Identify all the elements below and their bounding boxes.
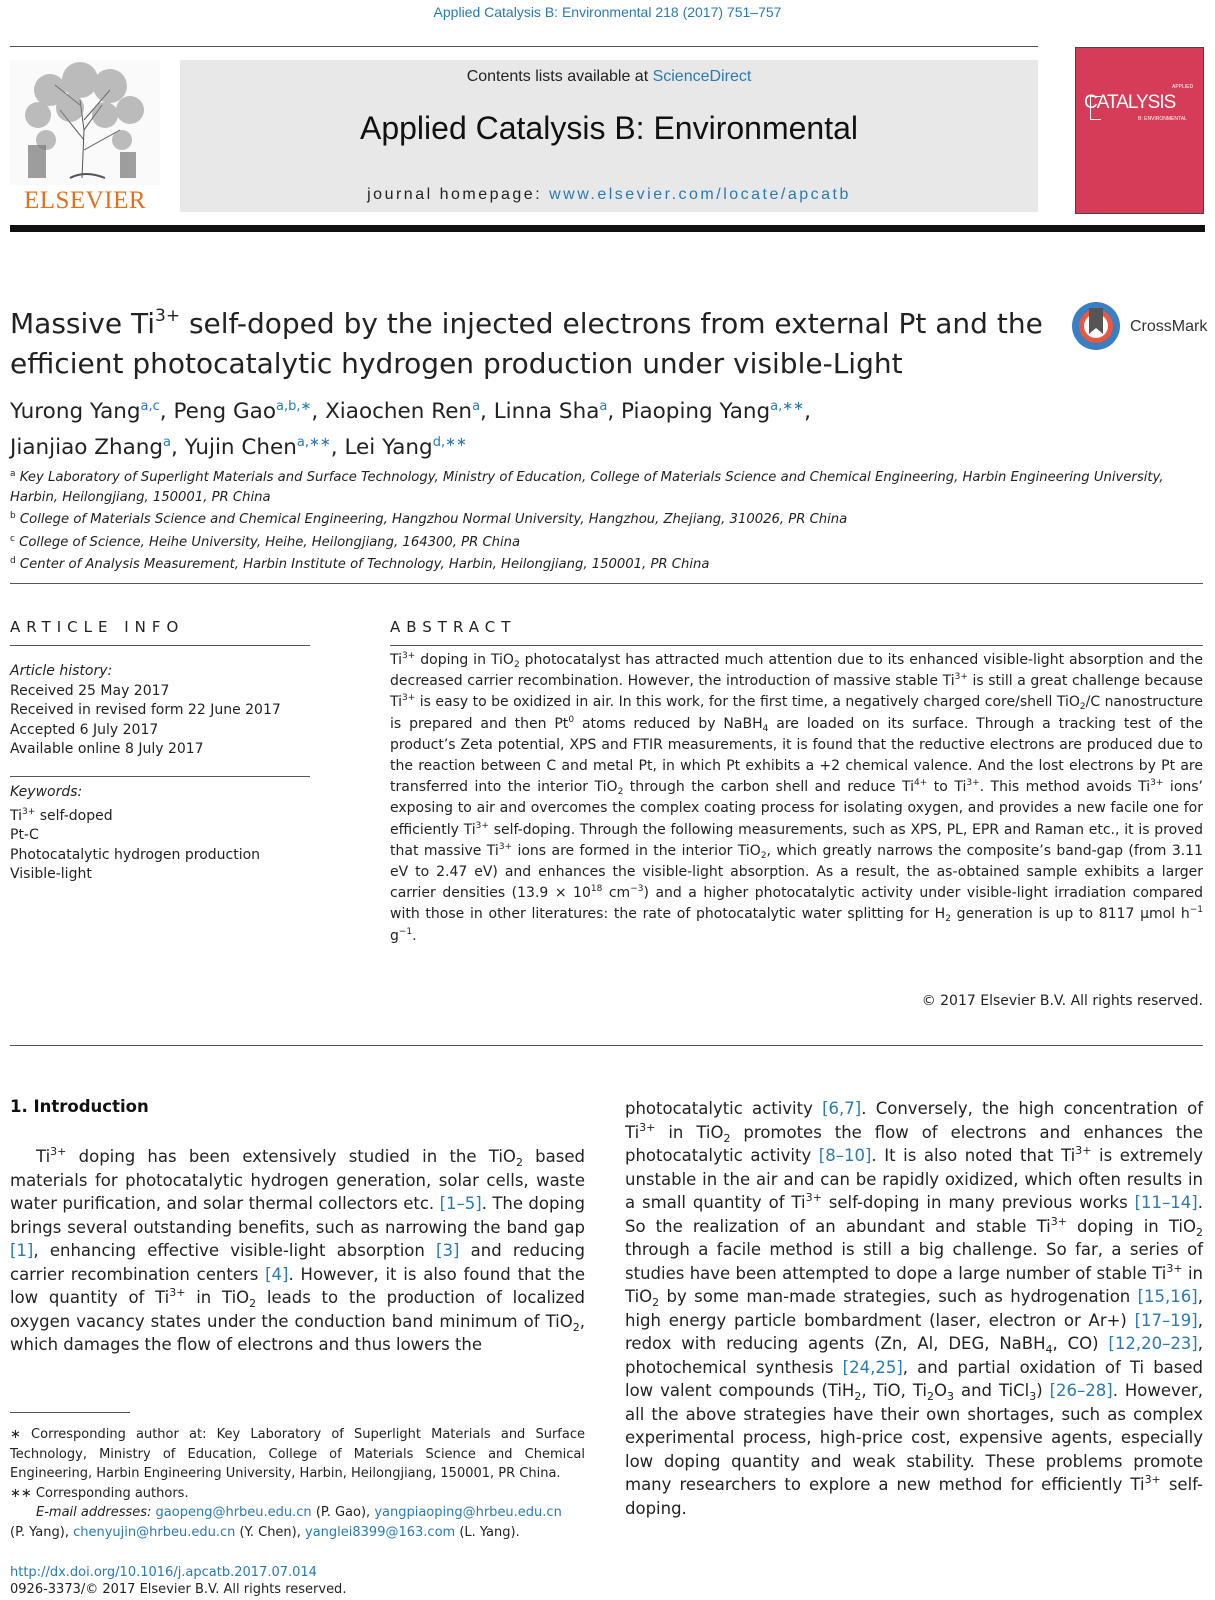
journal-homepage-link[interactable]: www.elsevier.com/locate/apcatb xyxy=(549,186,851,203)
author-affil-marks[interactable]: a,c xyxy=(140,399,160,414)
author-affil-marks[interactable]: a,∗∗ xyxy=(296,435,331,450)
author-affil-marks[interactable]: a xyxy=(599,399,608,414)
author-name: Yujin Chen xyxy=(184,435,297,460)
journal-cover-thumbnail[interactable] xyxy=(1075,47,1204,214)
intro-paragraph-right: photocatalytic activity [6,7]. Conversely, the high concentration of $Ti^{3+}$ in TiO$_2$ promotes the flow of electrons and enhances the photocatalytic activity [8–10]. It is also noted that $Ti^{3+}$ is extremely unstable in the air and can be rapidly oxidized, which often results in a small quantity of $Ti^{3+}$ self-doping in many previous works [11–14]. So the realization of an abundant and stable $Ti^{3+}$ doping in TiO$_2$ through a facile method is still a big challenge. So far, a series of studies have been attempted to dope a large number of stable $Ti^{3+}$ in TiO$_2$ by some man-made strategies, such as hydrogenation [15,16], high energy particle bombardment (laser, electron or Ar+) [17–19], redox with reducing agents (Zn, Al, DEG, NaBH$_4$, CO) [12,20–23], photochemical synthesis [24,25], and partial oxidation of Ti based low valent compounds (TiH$_2$, TiO, $Ti_2O_3$ and TiCl$_3$) [26–28]. However, all the above strategies have their own shortages, such as complex experimental process, high-price cost, expensive agents, especially low doping quantity and weak stability. These problems promote many researchers to explore a new method for efficiently $Ti^{3+}$ self-doping. xyxy=(625,1099,1204,1518)
header-bottom-rule xyxy=(10,583,1203,584)
abstract-heading: ABSTRACT xyxy=(390,618,517,636)
section-heading-introduction: 1. Introduction xyxy=(10,1097,149,1116)
journal-masthead xyxy=(180,60,1038,212)
citation-link[interactable]: [4] xyxy=(265,1264,289,1284)
footnote-emails: E-mail addresses: gaopeng@hrbeu.edu.cn (P. Gao), yangpiaoping@hrbeu.edu.cn xyxy=(36,1505,562,1520)
citation-link[interactable]: [3] xyxy=(436,1241,460,1260)
keyword-item: $Ti^{3+}$ self-doped xyxy=(10,806,113,824)
journal-title: Applied Catalysis B: Environmental xyxy=(359,110,858,146)
email-link[interactable]: yanglei8399@163.com xyxy=(305,1524,456,1540)
citation-link[interactable]: [17–19] xyxy=(1134,1310,1198,1330)
author-name: Peng Gao xyxy=(173,399,276,424)
crossmark-badge[interactable] xyxy=(1070,296,1210,356)
cover-bracket xyxy=(1090,96,1101,120)
keywords-label: Keywords: xyxy=(10,784,83,800)
affiliation-item: $^a$ Key Laboratory of Superlight Materials and Surface Technology, Ministry of Education, College of Materials Science and Chemical Engineering, Harbin Engineering University, Harbin, Heilongjiang, 150001, PR China xyxy=(10,469,1164,505)
citation-link[interactable]: [12,20–23] xyxy=(1108,1334,1198,1353)
top-rule xyxy=(10,46,1038,47)
abstract-body: $Ti^{3+}$ doping in TiO$_2$ photocatalyst has attracted much attention due to its enhanced visible-light absorption and the decreased carrier recombination. However, the introduction of massive stable $Ti^{3+}$ is still a great challenge because $Ti^{3+}$ is easy to be oxidized in air. In this work, for the first time, a negatively charged core/shell TiO$_2$/C nanostructure is prepared and then Pt$^0$ atoms reduced by NaBH$_4$ are loaded on its surface. Through a tracking test of the product’s Zeta potential, XPS and FTIR measurements, it is found that the reductive electrons are produced due to the reaction between C and metal Pt, in which Pt exhibits a +2 chemical valence. And the lost electrons by Pt are transferred into the interior TiO$_2$ through the carbon shell and reduce $Ti^{4+}$ to $Ti^{3+}$. This method avoids $Ti^{3+}$ ions’ exposing to air and overcomes the complex coating process for isolating oxygen, and provides a new facile one for efficiently $Ti^{3+}$ self-doping. Through the following measurements, such as XPS, PL, EPR and Raman etc., it is proved that massive $Ti^{3+}$ ions are formed in the interior TiO$_2$, which greatly narrows the composite’s band-gap (from 3.11 eV to 2.47 eV) and enhances the visible-light absorption. As a result, the as-obtained sample exhibits a larger carrier densities ($13.9 \times 10^{18}$ $cm^{-3}$) and a higher photocatalytic activity under visible-light irradiation compared with those in other literatures: the rate of photocatalytic water splitting for $H_2$ generation is up to 8117 μmol $h^{-1}$ $g^{-1}$. xyxy=(390,651,1204,944)
citation-link[interactable]: [26–28] xyxy=(1049,1381,1113,1400)
author-affil-marks[interactable]: d,∗∗ xyxy=(432,435,467,450)
citation-link[interactable]: [1] xyxy=(10,1241,34,1260)
affiliation-item: $^c$ College of Science, Heihe University, Heihe, Heilongjiang, 164300, PR China xyxy=(10,533,521,550)
elsevier-logo[interactable] xyxy=(10,60,160,215)
crossmark-label: CrossMark xyxy=(1130,318,1208,335)
contents-line: Contents lists available at ScienceDirect xyxy=(466,68,752,85)
footnote-corresponding-authors: ∗∗ Corresponding authors. xyxy=(10,1485,189,1501)
intro-paragraph-left: $Ti^{3+}$ doping has been extensively studied in the TiO$_2$ based materials for photocatalytic hydrogen generation, solar cells, waste water purification, and solar thermal collectors etc. [1–5]. The doping brings several outstanding benefits, such as narrowing the band gap [1], enhancing effective visible-light absorption [3] and reducing carrier recombination centers [4]. However, it is also found that the low quantity of $Ti^{3+}$ in TiO$_2$ leads to the production of localized oxygen vacancy states under the conduction band minimum of TiO$_2$, which damages the flow of electrons and thus lowers the xyxy=(10,1145,585,1354)
cover-title: CATALYSIS xyxy=(1084,92,1176,113)
issn-line: 0926-3373/© 2017 Elsevier B.V. All rights reserved. xyxy=(10,1582,347,1597)
affiliation-item: $^d$ Center of Analysis Measurement, Harbin Institute of Technology, Harbin, Heilongjiang, 150001, PR China xyxy=(10,556,710,573)
sciencedirect-link[interactable]: ScienceDirect xyxy=(652,68,752,85)
author-affil-marks[interactable]: a,b,∗ xyxy=(276,399,312,414)
citation-link[interactable]: [24,25] xyxy=(842,1357,903,1377)
doi-block xyxy=(10,1564,346,1598)
article-history xyxy=(10,662,310,760)
author-name: Linna Sha xyxy=(493,399,600,424)
article-info-heading: ARTICLE INFO xyxy=(10,618,185,636)
abstract-bottom-rule xyxy=(10,1045,1203,1046)
keyword-item: Visible-light xyxy=(10,866,92,882)
running-head[interactable]: Applied Catalysis B: Environmental 218 (2017) 751–757 xyxy=(433,4,782,20)
cover-subtitle: B: ENVIRONMENTAL xyxy=(1138,116,1187,122)
citation-link[interactable]: [8–10] xyxy=(818,1146,872,1165)
email-link[interactable]: yangpiaoping@hrbeu.edu.cn xyxy=(374,1505,562,1520)
citation-link[interactable]: [15,16] xyxy=(1137,1287,1198,1306)
masthead-thick-rule xyxy=(10,225,1205,232)
keyword-item: Pt-C xyxy=(10,827,39,843)
elsevier-wordmark: ELSEVIER xyxy=(23,187,147,214)
author-name: Piaoping Yang xyxy=(621,399,771,424)
cover-top-word: APPLIED xyxy=(1172,84,1194,90)
homepage-line: journal homepage: www.elsevier.com/locate/apcatb xyxy=(367,186,851,203)
author-name: Yurong Yang xyxy=(10,399,141,424)
history-item: Available online 8 July 2017 xyxy=(10,741,204,757)
footnotes: ∗ Corresponding author at: Key Laboratory of Superlight Materials and Surface Technology, Ministry of Education, College of Materials Science and Chemical Engineering, Harbin Engineering University, Harbin, Heilongjiang, 150001, PR China. ∗∗ Corresponding authors. E-mail addresses: gaopeng@hrbeu.edu.cn (P. Gao), yangpiaoping@hrbeu.edu.cn (P. Yang), chenyujin@hrbeu.edu.cn (Y. Chen), yanglei8399@163.com (L. Yang). xyxy=(10,1427,585,1540)
affiliation-item: $^b$ College of Materials Science and Chemical Engineering, Hangzhou Normal University, Hangzhou, Zhejiang, 310026, PR China xyxy=(10,511,848,528)
doi-link[interactable]: http://dx.doi.org/10.1016/j.apcatb.2017.07.014 xyxy=(10,1565,317,1580)
author-name: Xiaochen Ren xyxy=(325,399,473,424)
author-list: Yurong Yang$^{a,c}$, Peng Gao$^{a,b,∗}$, Xiaochen Ren$^a$, Linna Sha$^a$, Piaoping Yang$^{a,∗∗}$, Jianjiao Zhang$^a$, Yujin Chen$^{a,∗∗}$, Lei Yang$^{d,∗∗}$ xyxy=(10,399,811,460)
keywords xyxy=(10,783,310,885)
author-affil-marks[interactable]: a xyxy=(472,399,481,414)
abstract-rule xyxy=(390,645,1203,646)
email-link[interactable]: chenyujin@hrbeu.edu.cn xyxy=(73,1524,236,1540)
author-name: Jianjiao Zhang xyxy=(10,435,164,460)
affiliations xyxy=(10,465,1205,575)
email-link[interactable]: gaopeng@hrbeu.edu.cn xyxy=(155,1505,312,1520)
article-title: Massive $Ti^{3+}$ self-doped by the injected electrons from external Pt and the efficient photocatalytic hydrogen production under visible-Light xyxy=(10,306,1043,380)
history-item: Received in revised form 22 June 2017 xyxy=(10,702,281,718)
article-info-rule xyxy=(10,645,310,646)
author-affil-marks[interactable]: a,∗∗ xyxy=(770,399,805,414)
history-item: Received 25 May 2017 xyxy=(10,682,170,699)
elsevier-tree-icon xyxy=(10,60,160,185)
footnote-rule xyxy=(10,1412,130,1413)
article-history-label: Article history: xyxy=(10,663,113,679)
footnote-corresponding: ∗ Corresponding author at: Key Laboratory of Superlight Materials and Surface Technology, Ministry of Education, College of Materials Science and Chemical Engineering, Harbin Engineering University, Harbin, Heilongjiang, 150001, PR China. xyxy=(10,1427,585,1481)
keywords-rule xyxy=(10,776,310,777)
keyword-item: Photocatalytic hydrogen production xyxy=(10,846,261,863)
abstract-copyright: © 2017 Elsevier B.V. All rights reserved. xyxy=(921,993,1203,1009)
author-affil-marks[interactable]: a xyxy=(163,435,171,450)
author-name: Lei Yang xyxy=(344,435,433,460)
citation-link[interactable]: [6,7] xyxy=(822,1099,862,1118)
citation-link[interactable]: [11–14] xyxy=(1134,1193,1198,1212)
citation-link[interactable]: [1–5] xyxy=(439,1194,482,1213)
crossmark-icon xyxy=(1070,300,1122,352)
history-item: Accepted 6 July 2017 xyxy=(10,721,159,738)
